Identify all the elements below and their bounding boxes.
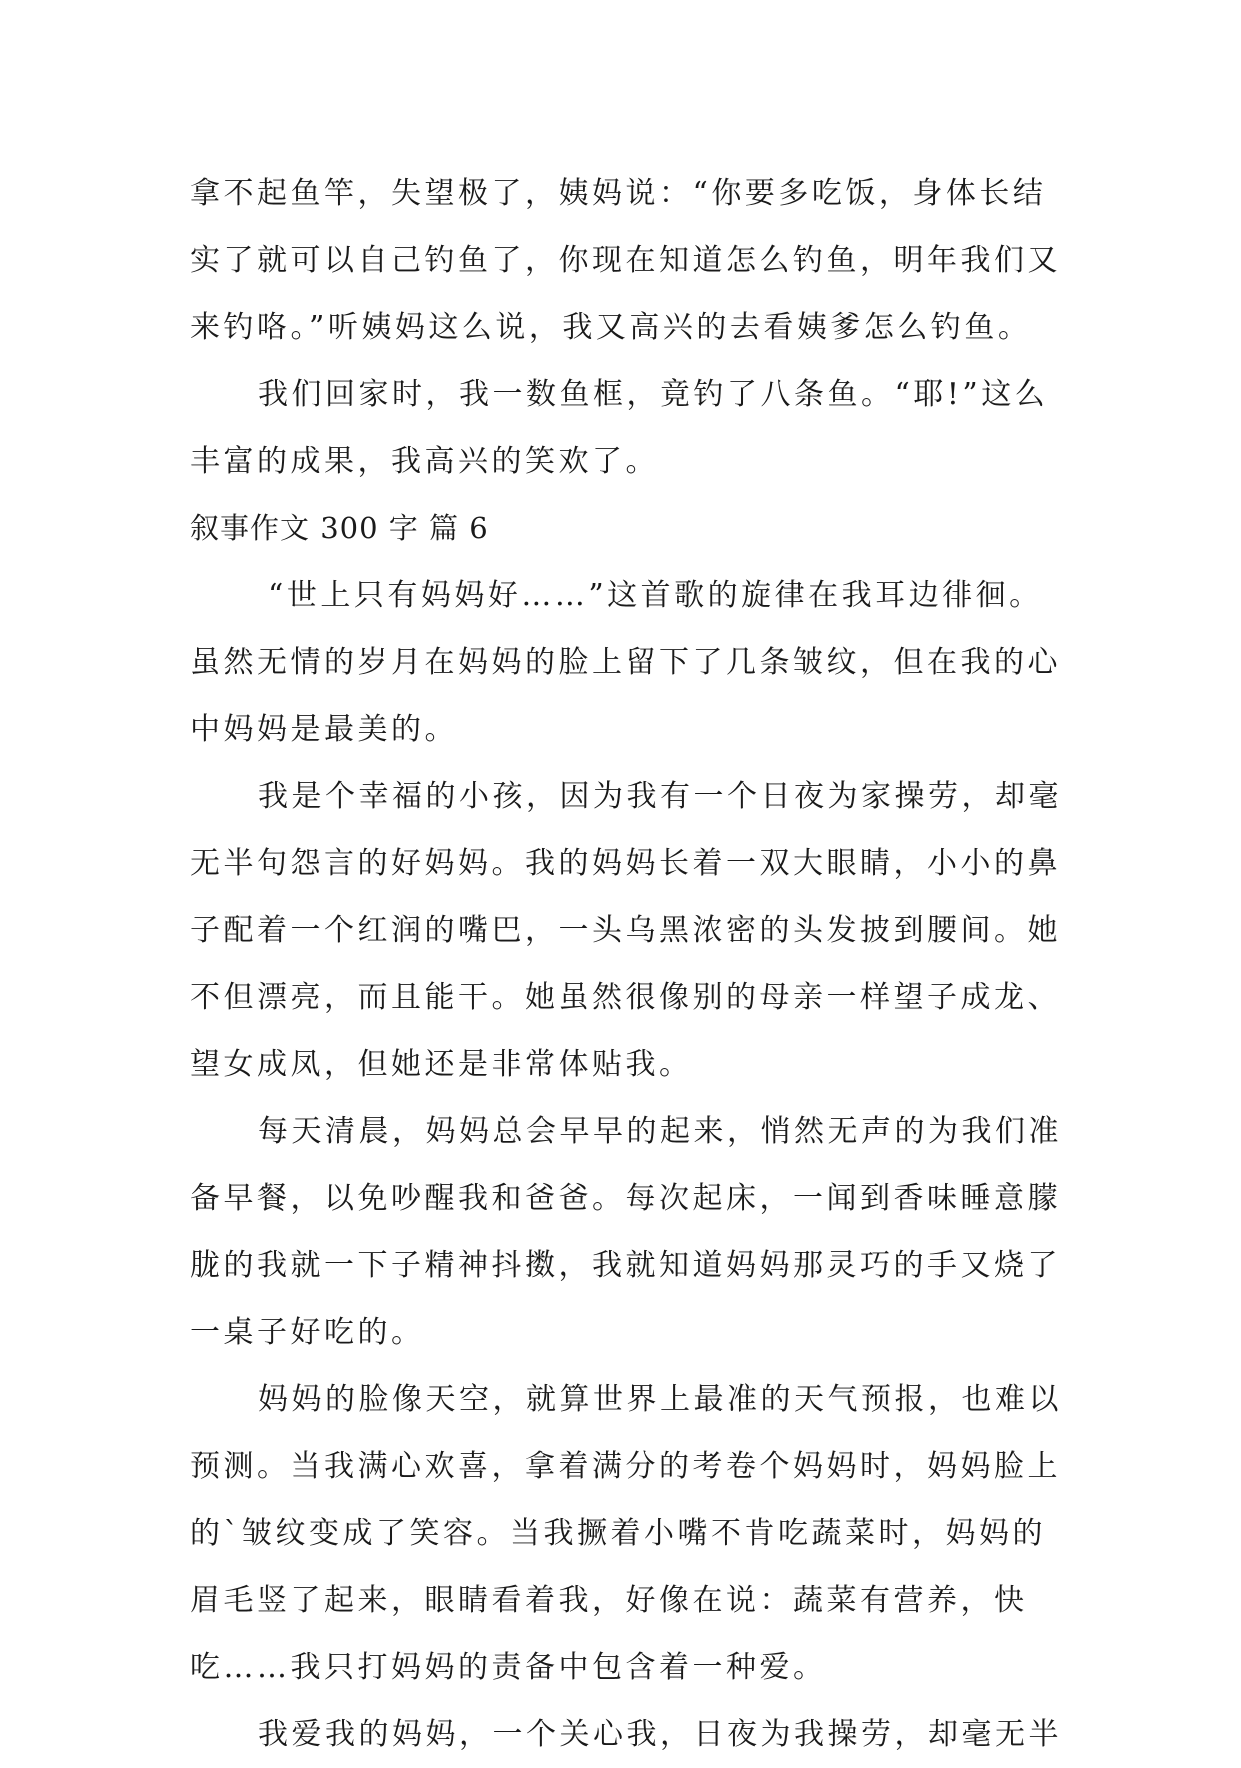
text-line: 中妈妈是最美的。 [190,712,458,747]
paragraph-first-line: “世上只有妈妈好……”这首歌的旋律在我耳边徘徊。 [268,578,1043,613]
text-line: 拿不起鱼竿，失望极了，姨妈说：“你要多吃饭，身体长结 [190,176,1047,211]
text-line: 子配着一个红润的嘴巴，一头乌黑浓密的头发披到腰间。她 [190,913,1061,948]
text-line: 望女成凤，但她还是非常体贴我。 [190,1047,693,1082]
paragraph-first-line: 我们回家时，我一数鱼框，竟钓了八条鱼。“耶!”这么 [258,377,1049,412]
text-line: 无半句怨言的好妈妈。我的妈妈长着一双大眼睛，小小的鼻 [190,846,1061,881]
text-line: 眉毛竖了起来，眼睛看着我，好像在说：蔬菜有营养，快 [190,1583,1028,1618]
text-line: 不但漂亮，而且能干。她虽然很像别的母亲一样望子成龙、 [190,980,1061,1015]
section-heading: 叙事作文 300 字 篇 6 [190,511,489,545]
paragraph-first-line: 妈妈的脸像天空，就算世界上最准的天气预报，也难以 [258,1382,1062,1417]
text-line: 吃……我只打妈妈的责备中包含着一种爱。 [190,1650,827,1685]
paragraph-first-line: 我是个幸福的小孩，因为我有一个日夜为家操劳，却毫 [258,779,1062,814]
text-line: 来钓咯。”听姨妈这么说，我又高兴的去看姨爹怎么钓鱼。 [190,310,1032,345]
text-line: 备早餐，以免吵醒我和爸爸。每次起床，一闻到香味睡意朦 [190,1181,1061,1216]
text-line: 丰富的成果，我高兴的笑欢了。 [190,444,659,479]
text-line: 胧的我就一下子精神抖擞，我就知道妈妈那灵巧的手又烧了 [190,1248,1061,1283]
text-line: 预测。当我满心欢喜，拿着满分的考卷个妈妈时，妈妈脸上 [190,1449,1061,1484]
paragraph-first-line: 每天清晨，妈妈总会早早的起来，悄然无声的为我们准 [258,1114,1062,1149]
text-line: 的`皱纹变成了笑容。当我撅着小嘴不肯吃蔬菜时，妈妈的 [190,1516,1046,1551]
text-line: 实了就可以自己钓鱼了，你现在知道怎么钓鱼，明年我们又 [190,243,1061,278]
text-line: 一桌子好吃的。 [190,1315,425,1350]
text-line: 虽然无情的岁月在妈妈的脸上留下了几条皱纹，但在我的心 [190,645,1061,680]
paragraph-first-line: 我爱我的妈妈，一个关心我，日夜为我操劳，却毫无半 [258,1717,1062,1752]
document-page [190,160,1062,1768]
